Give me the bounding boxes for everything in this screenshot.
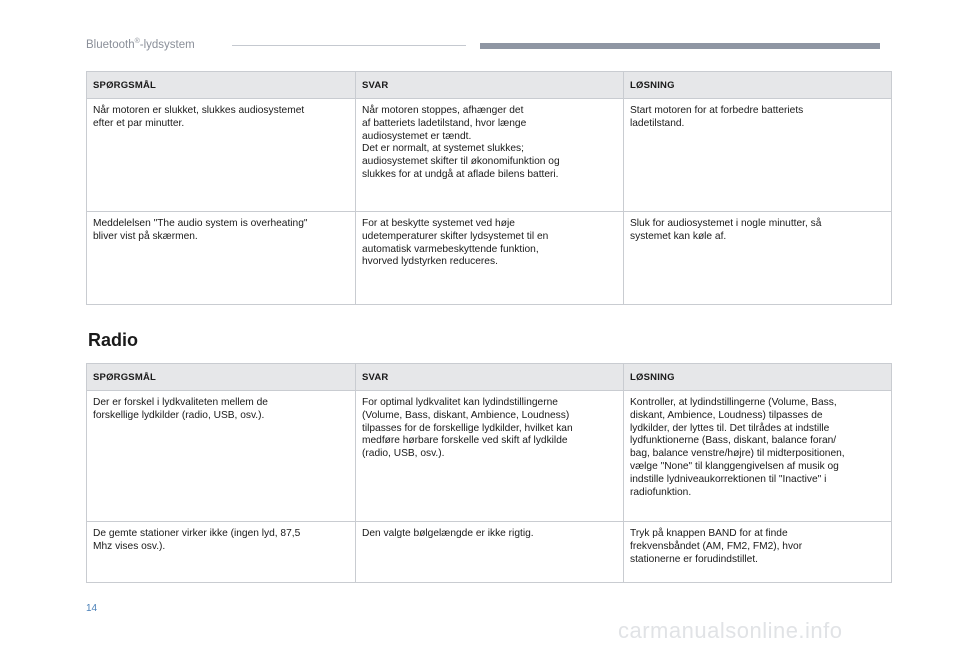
header-rule-thin	[232, 45, 466, 46]
header-title-suffix: -lydsystem	[139, 38, 195, 51]
section-title-radio: Radio	[88, 330, 139, 350]
answer-cell: For optimal lydkvalitet kan lydindstillingerne (Volume, Bass, diskant, Ambience, Loudness) tilpasses for de forskellige lydkilder, hvilket kan medføre hørbare forskelle ved skift af lydkilde (radio, USB, osv.).	[356, 391, 624, 522]
column-header-answer: SVAR	[356, 72, 624, 99]
question-cell: Meddelelsen "The audio system is overheating" bliver vist på skærmen.	[87, 212, 356, 305]
answer-cell: Den valgte bølgelængde er ikke rigtig.	[356, 522, 624, 583]
table-row	[87, 522, 892, 583]
column-header-solution: LØSNING	[624, 72, 892, 99]
header-rule-thick	[480, 43, 880, 49]
table-header-row	[87, 364, 892, 391]
solution-cell: Tryk på knappen BAND for at finde frekvensbåndet (AM, FM2, FM2), hvor stationerne er forudindstillet.	[624, 522, 892, 583]
table-row	[87, 99, 892, 212]
question-cell: Når motoren er slukket, slukkes audiosystemet efter et par minutter.	[87, 99, 356, 212]
column-header-answer: SVAR	[356, 364, 624, 391]
column-header-question: SPØRGSMÅL	[87, 364, 356, 391]
table-row	[87, 391, 892, 522]
running-header	[86, 38, 195, 51]
solution-cell: Start motoren for at forbedre batteriets ladetilstand.	[624, 99, 892, 212]
faq-table-radio	[86, 363, 892, 583]
faq-table-audio	[86, 71, 892, 305]
question-cell: Der er forskel i lydkvaliteten mellem de forskellige lydkilder (radio, USB, osv.).	[87, 391, 356, 522]
watermark: carmanualsonline.info	[618, 618, 843, 643]
registered-mark: ®	[134, 38, 140, 45]
column-header-solution: LØSNING	[624, 364, 892, 391]
page-number: 14	[86, 603, 98, 614]
question-cell: De gemte stationer virker ikke (ingen lyd, 87,5 Mhz vises osv.).	[87, 522, 356, 583]
answer-cell: Når motoren stoppes, afhænger det af batteriets ladetilstand, hvor længe audiosystemet er tændt. Det er normalt, at systemet slukkes; audiosystemet skifter til økonomifunktion og slukkes for at undgå at aflade bilens batteri.	[356, 99, 624, 212]
column-header-question: SPØRGSMÅL	[87, 72, 356, 99]
table-row	[87, 212, 892, 305]
solution-cell: Kontroller, at lydindstillingerne (Volume, Bass, diskant, Ambience, Loudness) tilpasses de lydkilder, der lyttes til. Det tilrådes at indstille lydfunktionerne (Bass, diskant, balance foran/ bag, balance venstre/højre) til midterpositionen, vælge "None" til klanggengivelsen af musik og indstille lydniveaukorrektionen til "Inactive" i radiofunktion.	[624, 391, 892, 522]
answer-cell: For at beskytte systemet ved høje udetemperaturer skifter lydsystemet til en automatisk varmebeskyttende funktion, hvorved lydstyrken reduceres.	[356, 212, 624, 305]
solution-cell: Sluk for audiosystemet i nogle minutter, så systemet kan køle af.	[624, 212, 892, 305]
header-title: Bluetooth	[86, 38, 135, 51]
table-header-row	[87, 72, 892, 99]
